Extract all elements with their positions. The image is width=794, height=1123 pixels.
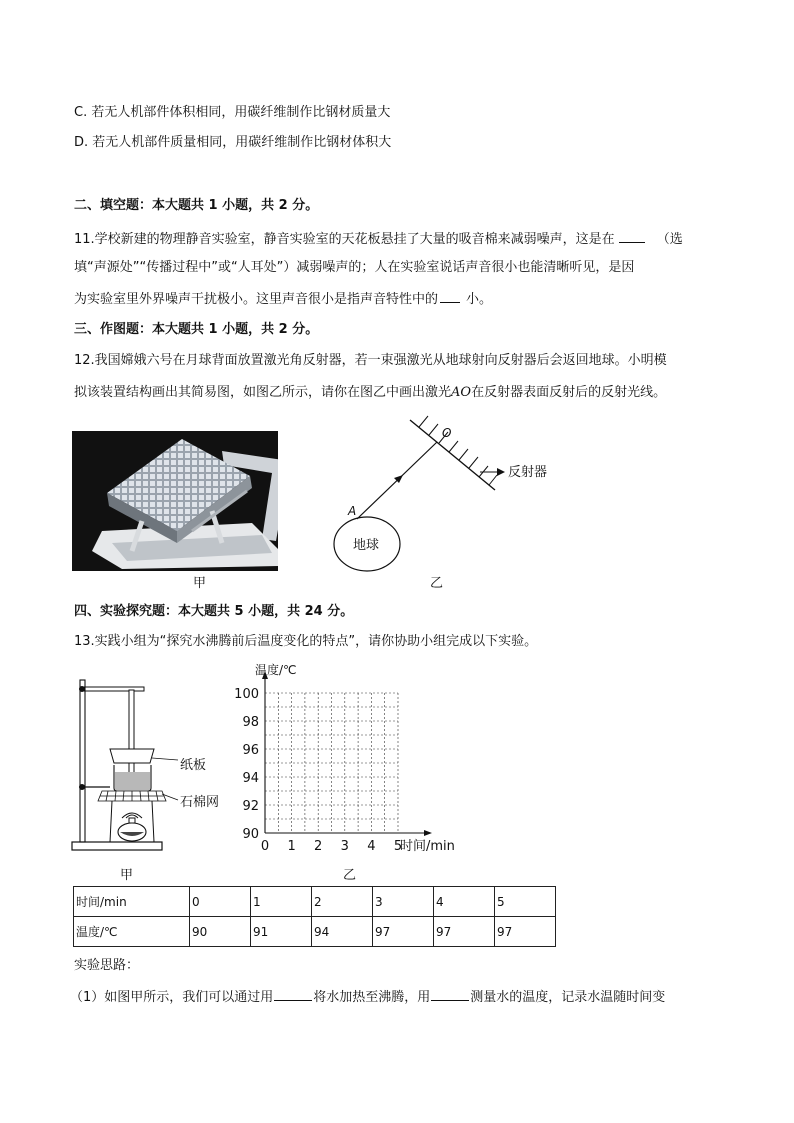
reflection-diagram: [325, 415, 575, 575]
water: [115, 772, 150, 790]
x-tick-label: 3: [340, 839, 349, 854]
y-tick-label: 90: [242, 827, 259, 842]
temperature-data-table: [73, 886, 556, 947]
section-heading-experiment: 四、实验探究题：本大题共 5 小题，共 24 分。: [74, 604, 354, 619]
table-cell: 91: [251, 917, 312, 947]
figure-caption-yi: 乙: [430, 576, 444, 591]
y-axis-label: 温度/℃: [255, 663, 297, 677]
stand-rod: [80, 680, 85, 842]
q11-line1: [74, 230, 683, 248]
q13-step1-a: （1）如图甲所示，我们可以通过用: [70, 990, 274, 1005]
q13-step1-b: 将水加热至沸腾，用: [313, 990, 431, 1005]
label-cardboard: 纸板: [180, 758, 207, 773]
table-row: [74, 917, 556, 947]
table-row: [74, 887, 556, 917]
ray-label-ao: AO: [451, 385, 472, 400]
q12-line1: 12.我国嫦娥六号在月球背面放置激光角反射器，若一束强激光从地球射向反射器后会返回地球。小明模: [74, 353, 667, 368]
q11-text-1b: （选: [656, 232, 683, 247]
table-cell: 97: [434, 917, 495, 947]
option-c: C. 若无人机部件体积相同，用碳纤维制作比钢材质量大: [74, 105, 391, 120]
table-cell: 97: [373, 917, 434, 947]
answer-blank: [619, 230, 645, 243]
cardboard: [110, 749, 154, 763]
x-tick-label: 5: [393, 839, 403, 854]
y-tick-label: 98: [242, 715, 259, 730]
x-tick-label: 0: [260, 839, 270, 854]
y-tick-label: 100: [234, 687, 259, 702]
experiment-thinking-label: 实验思路：: [74, 958, 140, 973]
y-tick-label: 94: [242, 771, 259, 786]
x-tick-label: 4: [367, 839, 376, 854]
figure-caption-yi-2: 乙: [343, 868, 357, 883]
reflector-label: 反射器: [508, 465, 548, 480]
point-label-a: A: [348, 504, 357, 518]
reflector-photo: [72, 431, 278, 571]
section-heading-fill-blank: 二、填空题：本大题共 1 小题，共 2 分。: [74, 198, 319, 213]
table-cell: 3: [373, 887, 434, 917]
table-cell: 94: [312, 917, 373, 947]
q13-step1-c: 测量水的温度，记录水温随时间变: [470, 990, 666, 1005]
q11-line3: [74, 290, 492, 308]
x-tick-label: 1: [287, 839, 296, 854]
stand-base: [72, 842, 162, 850]
gauze: [98, 791, 166, 801]
table-cell: 0: [190, 887, 251, 917]
reflector-hatching: [419, 416, 497, 485]
q12-text-2a: 拟该装置结构画出其简易图，如图乙所示，请你在图乙中画出激光: [74, 385, 452, 400]
q13-intro: 13.实践小组为“探究水沸腾前后温度变化的特点”，请你协助小组完成以下实验。: [74, 634, 538, 649]
section-heading-drawing: 三、作图题：本大题共 1 小题，共 2 分。: [74, 322, 319, 337]
answer-blank: [274, 988, 312, 1001]
y-tick-label: 96: [242, 743, 259, 758]
option-d: D. 若无人机部件质量相同，用碳纤维制作比钢材体积大: [74, 135, 392, 150]
q12-line2: [74, 385, 666, 401]
label-asbestos-gauze: 石棉网: [180, 795, 220, 810]
table-cell: 4: [434, 887, 495, 917]
y-tick-label: 92: [242, 799, 259, 814]
table-cell: 90: [190, 917, 251, 947]
earth-label: 地球: [353, 538, 380, 553]
table-cell: 5: [495, 887, 556, 917]
q12-text-2b: 在反射器表面反射后的反射光线。: [471, 385, 667, 400]
q13-step1: [70, 988, 665, 1006]
x-axis-arrow: [424, 830, 432, 836]
answer-blank: [440, 290, 460, 303]
q11-text-3b: 小。: [466, 292, 493, 307]
point-label-o: O: [442, 426, 452, 440]
table-header-cell: 时间/min: [74, 887, 190, 917]
table-header-cell: 温度/℃: [74, 917, 190, 947]
q11-line2: 填“声源处”“传播过程中”或“人耳处”）减弱噪声的；人在实验室说话声音很小也能清晰听见，是因: [74, 260, 635, 275]
figure-caption-jia: 甲: [193, 576, 207, 591]
x-tick-label: 2: [314, 839, 323, 854]
temperature-time-chart: [228, 660, 478, 860]
table-cell: 1: [251, 887, 312, 917]
q11-text-3a: 为实验室里外界噪声干扰极小。这里声音很小是指声音特性中的: [74, 292, 439, 307]
q11-text-1a: 11.学校新建的物理静音实验室，静音实验室的天花板悬挂了大量的吸音棉来减弱噪声，这是在: [74, 232, 615, 247]
table-cell: 97: [495, 917, 556, 947]
answer-blank: [431, 988, 469, 1001]
figure-caption-jia-2: 甲: [120, 868, 134, 883]
x-axis-label: 时间/min: [400, 839, 455, 854]
table-cell: 2: [312, 887, 373, 917]
